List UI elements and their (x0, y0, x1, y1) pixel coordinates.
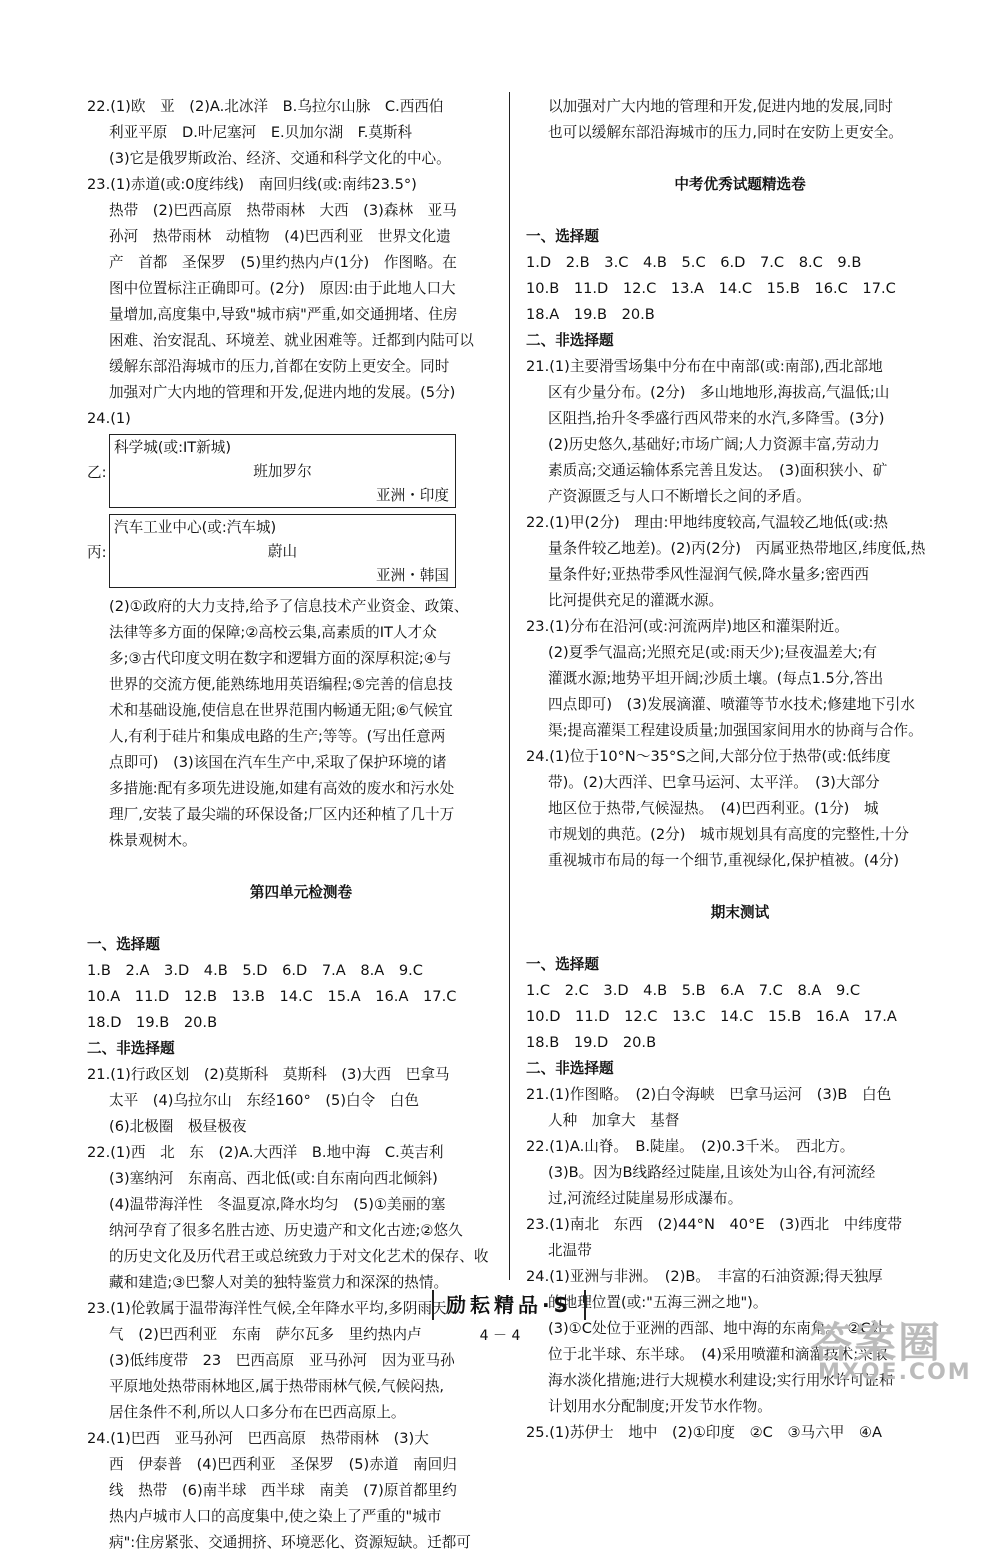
answer-line: 1.B 2.A 3.D 4.B 5.D 6.D 7.A 8.A 9.C (87, 962, 423, 979)
box-yi-label: 乙: (87, 464, 107, 481)
answer-line: 市规划的典范。(2分) 城市规划具有高度的完整性,十分 (548, 826, 909, 843)
watermark-url: MXQE.COM (818, 1360, 972, 1385)
answer-line: 北温带 (548, 1242, 592, 1259)
answer-line: 太平 (4)乌拉尔山 东经160° (5)白令 白色 (109, 1092, 419, 1109)
answer-line: 10.B 11.D 12.C 13.A 14.C 15.B 16.C 17.C (526, 280, 896, 297)
answer-line: 也可以缓解东部沿海城市的压力,同时在安防上更安全。 (548, 124, 903, 141)
answer-line: (3)它是俄罗斯政治、经济、交通和科学文化的中心。 (109, 150, 451, 167)
answer-line: 以加强对广大内地的管理和开发,促进内地的发展,同时 (548, 98, 893, 115)
answer-line: (2)①政府的大力支持,给予了信息技术产业资金、政策、 (109, 598, 469, 615)
answer-line (526, 874, 954, 900)
answer-line: 23.(1)伦敦属于温带海洋性气候,全年降水平均,多阴雨天 (87, 1300, 447, 1317)
answer-line: (6)北极圈 极昼极夜 (109, 1118, 247, 1135)
answer-line: 计划用水分配制度;开发节水作物。 (548, 1398, 772, 1415)
answer-line: 平原地处热带雨林地区,属于热带雨林气候,气候闷热, (109, 1378, 444, 1395)
answer-line: 困难、治安混乱、环境差、就业困难等。迁都到内陆可以 (109, 332, 474, 349)
answer-line: 位于北半球、东半球。 (4)采用喷灌和滴灌技术;采取 (548, 1346, 888, 1363)
section-heading: 二、非选择题 (526, 332, 614, 349)
answer-line: 渠;提高灌渠工程建设质量;加强国家间用水的协商与合作。 (548, 722, 923, 739)
answer-line: 素质高;交通运输体系完善且发达。 (3)面积狭小、矿 (548, 462, 888, 479)
box-bing-line1: 汽车工业中心(或:汽车城) (114, 519, 277, 536)
watermark-logo (800, 1310, 996, 1390)
answer-line (526, 146, 954, 172)
answer-line: 点即可) (3)该国在汽车生产中,采取了保护环境的诸 (109, 754, 447, 771)
box-yi-line2: 班加罗尔 (253, 463, 312, 480)
section-title: 期末测试 (710, 904, 770, 921)
answer-box-bing (87, 514, 515, 592)
box-bing-label: 丙: (87, 544, 107, 561)
answer-line: 纳河孕育了很多名胜古迹、历史遗产和文化古迹;②悠久 (109, 1222, 463, 1239)
answer-line: 气 (2)巴西利亚 东南 萨尔瓦多 里约热内卢 (109, 1326, 422, 1343)
right-column (526, 94, 954, 1446)
answer-line: 地区位于热带,气候湿热。 (4)巴西利亚。(1分) 城 (548, 800, 879, 817)
answer-line: 株景观树木。 (109, 832, 197, 849)
answer-line: 产资源匮乏与人口不断增长之间的矛盾。 (548, 488, 811, 505)
answer-line: (3)低纬度带 23 巴西高原 亚马孙河 因为亚马孙 (109, 1352, 455, 1369)
answer-line: 人种 加拿大 基督 (548, 1112, 680, 1129)
section-heading: 二、非选择题 (87, 1040, 175, 1057)
answer-line: 灌溉水源;地势平坦开阔;沙质土壤。(每点1.5分,答出 (548, 670, 884, 687)
answer-line: (3)塞纳河 东南高、西北低(或:自东南向西北倾斜) (109, 1170, 438, 1187)
answer-line: 的地理位置(或:"五海三洲之地")。 (548, 1294, 768, 1311)
answer-line (526, 198, 954, 224)
answer-line: 23.(1)分布在沿河(或:河流两岸)地区和灌渠附近。 (526, 618, 849, 635)
answer-line: 22.(1)西 北 东 (2)A.大西洋 B.地中海 C.英吉利 (87, 1144, 444, 1161)
answer-line: 热内卢城市人口的高度集中,使之染上了严重的"城市 (109, 1508, 442, 1525)
answer-line: 病":住房紧张、交通拥挤、环境恶化、资源短缺。迁都可 (109, 1534, 471, 1551)
answer-line (87, 906, 515, 932)
answer-line: 缓解东部沿海城市的压力,首都在安防上更安全。同时 (109, 358, 450, 375)
answer-line: (3)①C处位于亚洲的西部、地中海的东南角。 ②C处 (548, 1320, 886, 1337)
footer-brand: 励耘精品·S (432, 1290, 586, 1320)
answer-line (526, 926, 954, 952)
answer-line: 产 首都 圣保罗 (5)里约热内卢(1分) 作图略。在 (109, 254, 457, 271)
answer-line: 10.A 11.D 12.B 13.B 14.C 15.A 16.A 17.C (87, 988, 457, 1005)
answer-line: 21.(1)作图略。 (2)白令海峡 巴拿马运河 (3)B 白色 (526, 1086, 892, 1103)
answer-line: 过,河流经过陡崖易形成瀑布。 (548, 1190, 743, 1207)
answer-line: (2)夏季气温高;光照充足(或:雨天少);昼夜温差大;有 (548, 644, 878, 661)
answer-line: 人,有利于硅片和集成电路的生产;等等。(写出任意两 (109, 728, 446, 745)
answer-line: 多措施:配有多项先进设施,如建有高效的废水和污水处 (109, 780, 455, 797)
answer-line: 四点即可) (3)发展滴灌、喷灌等节水技术;修建地下引水 (548, 696, 915, 713)
answer-line: 24.(1)位于10°N～35°S之间,大部分位于热带(或:低纬度 (526, 748, 891, 765)
page-number: 4 － 4 (479, 1328, 521, 1344)
answer-line: (3)B。因为B线路经过陡崖,且该处为山谷,有河流经 (548, 1164, 876, 1181)
answer-line: 藏和建造;③巴黎人对美的独特鉴赏力和深深的热情。 (109, 1274, 449, 1291)
section-heading: 一、选择题 (526, 228, 599, 245)
watermark-title: 答案圈 (810, 1318, 943, 1367)
answer-line: 21.(1)主要滑雪场集中分布在中南部(或:南部),西北部地 (526, 358, 883, 375)
answer-line: (2)历史悠久,基础好;市场广阔;人力资源丰富,劳动力 (548, 436, 880, 453)
answer-line: 21.(1)行政区划 (2)莫斯科 莫斯科 (3)大西 巴拿马 (87, 1066, 450, 1083)
answer-line: 23.(1)赤道(或:0度纬线) 南回归线(或:南纬23.5°) (87, 176, 417, 193)
section-title: 第四单元检测卷 (249, 884, 353, 901)
answer-line: 量增加,高度集中,导致"城市病"严重,如交通拥堵、住房 (109, 306, 458, 323)
left-lines-a (87, 94, 515, 432)
answer-line: 法律等多方面的保障;②高校云集,高素质的IT人才众 (109, 624, 437, 641)
left-lines-b (87, 594, 515, 1556)
answer-line: 热带 (2)巴西高原 热带雨林 大西 (3)森林 亚马 (109, 202, 457, 219)
answer-line: 世界的交流方便,能熟练地用英语编程;⑤完善的信息技 (109, 676, 453, 693)
answer-line (87, 854, 515, 880)
box-yi-frame (109, 434, 456, 508)
section-heading: 二、非选择题 (526, 1060, 614, 1077)
answer-line: 图中位置标注正确即可。(2分) 原因:由于此地人口大 (109, 280, 456, 297)
answer-line: 重视城市布局的每一个细节,重视绿化,保护植被。(4分) (548, 852, 900, 869)
answer-line: 18.A 19.B 20.B (526, 306, 655, 323)
answer-line: 西 伊泰普 (4)巴西利亚 圣保罗 (5)赤道 南回归 (109, 1456, 457, 1473)
section-heading: 一、选择题 (526, 956, 599, 973)
answer-line: 区阻挡,抬升冬季盛行西风带来的水汽,多降雪。(3分) (548, 410, 885, 427)
answer-line: 24.(1) (87, 410, 131, 427)
answer-line: 区有少量分布。(2分) 多山地地形,海拔高,气温低;山 (548, 384, 890, 401)
answer-line: 加强对广大内地的管理和开发,促进内地的发展。(5分) (109, 384, 456, 401)
box-bing-line3: 亚洲・韩国 (376, 567, 449, 584)
answer-line: 海水淡化措施;进行大规模水利建设;实行用水许可证和 (548, 1372, 894, 1389)
answer-box-yi (87, 434, 515, 512)
answer-line: 量条件较乙地差)。(2)丙(2分) 丙属亚热带地区,纬度低,热 (548, 540, 926, 557)
answer-line: 10.D 11.D 12.C 13.C 14.C 15.B 16.A 17.A (526, 1008, 897, 1025)
section-title: 中考优秀试题精选卷 (674, 176, 806, 193)
answer-line: 孙河 热带雨林 动植物 (4)巴西利亚 世界文化遗 (109, 228, 451, 245)
answer-line: 量条件好;亚热带季风性湿润气候,降水量多;密西西 (548, 566, 869, 583)
box-bing-line2: 蔚山 (267, 543, 298, 560)
answer-line: 25.(1)苏伊士 地中 (2)①印度 ②C ③马六甲 ④A (526, 1424, 882, 1441)
answer-line: 理厂,安装了最尖端的环保设备;厂区内还种植了几十万 (109, 806, 455, 823)
answer-line: 18.B 19.D 20.B (526, 1034, 657, 1051)
answer-line: 多;③古代印度文明在数字和逻辑方面的深厚积淀;④与 (109, 650, 452, 667)
answer-line: 24.(1)亚洲与非洲。 (2)B。 丰富的石油资源;得天独厚 (526, 1268, 883, 1285)
answer-line: 22.(1)甲(2分) 理由:甲地纬度较高,气温较乙地低(或:热 (526, 514, 889, 531)
answer-line: 利亚平原 D.叶尼塞河 E.贝加尔湖 F.莫斯科 (109, 124, 413, 141)
answer-line: 术和基础设施,使信息在世界范围内畅通无阻;⑥气候宜 (109, 702, 453, 719)
box-yi-line3: 亚洲・印度 (376, 487, 449, 504)
answer-line: 1.C 2.C 3.D 4.B 5.B 6.A 7.C 8.A 9.C (526, 982, 861, 999)
column-divider (509, 92, 510, 1280)
answer-line: 线 热带 (6)南半球 西半球 南美 (7)原首都里约 (109, 1482, 457, 1499)
answer-line: 23.(1)南北 东西 (2)44°N 40°E (3)西北 中纬度带 (526, 1216, 903, 1233)
answer-line: 的历史文化及历代君王或总统致力于对文化艺术的保存、收 (109, 1248, 489, 1265)
right-lines (526, 94, 954, 1446)
answer-line: 24.(1)巴西 亚马孙河 巴西高原 热带雨林 (3)大 (87, 1430, 429, 1447)
answer-line: 22.(1)A.山脊。 B.陡崖。 (2)0.3千米。 西北方。 (526, 1138, 855, 1155)
answer-line: 22.(1)欧 亚 (2)A.北冰洋 B.乌拉尔山脉 C.西西伯 (87, 98, 444, 115)
answer-line: 18.D 19.B 20.B (87, 1014, 218, 1031)
box-yi-line1: 科学城(或:IT新城) (114, 439, 232, 456)
answer-line: (4)温带海洋性 冬温夏凉,降水均匀 (5)①美丽的塞 (109, 1196, 446, 1213)
answer-line: 居住条件不利,所以人口多分布在巴西高原上。 (109, 1404, 406, 1421)
answer-line: 带)。(2)大西洋、巴拿马运河、太平洋。 (3)大部分 (548, 774, 880, 791)
box-bing-frame (109, 514, 456, 588)
answer-line: 比河提供充足的灌溉水源。 (548, 592, 724, 609)
section-heading: 一、选择题 (87, 936, 160, 953)
answer-line: 1.D 2.B 3.C 4.B 5.C 6.D 7.C 8.C 9.B (526, 254, 862, 271)
